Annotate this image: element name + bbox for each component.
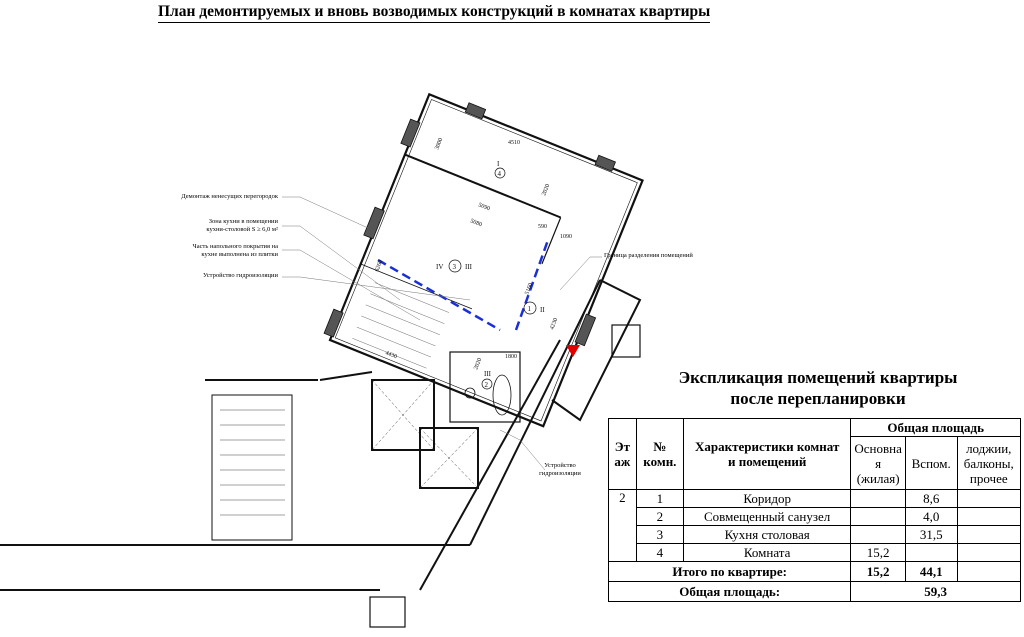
room-mark-right: III xyxy=(465,263,472,271)
dim-label: 4230 xyxy=(549,317,560,331)
building-walls xyxy=(0,280,640,627)
annotation-waterproof-left: Устройство гидроизоляции xyxy=(202,272,278,279)
dim-label: 590 xyxy=(538,224,547,230)
row-other xyxy=(957,526,1020,544)
explication-table xyxy=(608,418,1021,602)
room-mark-left: III xyxy=(484,370,491,378)
table-row xyxy=(609,490,1021,508)
row-other xyxy=(957,508,1020,526)
page-title: План демонтируемых и вновь возводимых конструкций в комнатах квартиры xyxy=(158,3,710,23)
row-num: 2 xyxy=(636,508,683,526)
room-mark-number: 4 xyxy=(497,170,501,178)
total-aux: 44,1 xyxy=(905,562,957,582)
annotation-boundary: Граница разделения помещений xyxy=(604,252,693,259)
grand-total-row xyxy=(609,582,1021,602)
row-other xyxy=(957,544,1020,562)
room-mark-1 xyxy=(524,302,545,314)
header-num: № комн. xyxy=(636,419,683,490)
dim-label: 4430 xyxy=(384,350,398,361)
row-aux: 8,6 xyxy=(905,490,957,508)
row-num: 1 xyxy=(636,490,683,508)
explication-title xyxy=(620,367,1016,409)
header-floor: Эт аж xyxy=(609,419,637,490)
room-mark-2 xyxy=(482,370,492,389)
room-mark-number: 2 xyxy=(484,381,488,389)
header-other: лоджии, балконы, прочее xyxy=(957,437,1020,490)
room-mark-4 xyxy=(495,160,505,178)
grand-value: 59,3 xyxy=(851,582,1021,602)
dim-label: 2020 xyxy=(541,183,552,197)
dim-label: 5160 xyxy=(524,282,535,296)
row-other xyxy=(957,490,1020,508)
row-main xyxy=(851,490,906,508)
row-main: 15,2 xyxy=(851,544,906,562)
annotation-line: гидроизоляции xyxy=(539,470,581,477)
header-main: Основна я (жилая) xyxy=(851,437,906,490)
row-aux xyxy=(905,544,957,562)
floor-cell: 2 xyxy=(609,490,637,562)
section-marker-icon xyxy=(566,345,580,357)
total-main: 15,2 xyxy=(851,562,906,582)
total-other xyxy=(957,562,1020,582)
row-main xyxy=(851,526,906,544)
annotation-demolition: Демонтаж ненесущих перегородок xyxy=(181,193,278,200)
header-total-area: Общая площадь xyxy=(851,419,1021,437)
stair-treads xyxy=(220,410,285,515)
dim-label: 5090 xyxy=(477,202,491,213)
table-header-row xyxy=(609,419,1021,437)
row-name: Комната xyxy=(684,544,851,562)
explication-title-line1: Экспликация помещений квартиры xyxy=(678,368,958,387)
room-mark-level: I xyxy=(497,160,500,168)
row-name: Коридор xyxy=(684,490,851,508)
room-mark-number: 3 xyxy=(452,263,456,271)
room-mark-right: II xyxy=(540,306,545,314)
room-mark-left: IV xyxy=(436,263,444,271)
new-partition xyxy=(378,240,548,330)
dim-label: 4510 xyxy=(508,140,520,146)
dim-label: 3000 xyxy=(434,137,445,151)
row-main xyxy=(851,508,906,526)
dim-label: 2020 xyxy=(473,357,484,371)
annotation-line: Часть напольного покрытия на xyxy=(192,243,278,250)
annotation-kitchen-zone xyxy=(140,218,278,234)
dim-label: 6260 xyxy=(374,259,385,273)
header-aux: Вспом. xyxy=(905,437,957,490)
annotation-waterproof-right xyxy=(520,462,600,478)
row-num: 3 xyxy=(636,526,683,544)
table-row xyxy=(609,544,1021,562)
room-mark-3 xyxy=(436,260,473,272)
header-desc: Характеристики комнат и помещений xyxy=(684,419,851,490)
annotation-line: Устройство xyxy=(544,462,576,469)
row-aux: 31,5 xyxy=(905,526,957,544)
table-row xyxy=(609,508,1021,526)
service-block xyxy=(372,352,520,488)
row-num: 4 xyxy=(636,544,683,562)
grand-label: Общая площадь: xyxy=(609,582,851,602)
table-row xyxy=(609,526,1021,544)
explication-title-line2: после перепланировки xyxy=(730,389,906,408)
room-mark-number: 1 xyxy=(527,305,531,313)
dimension-labels xyxy=(374,137,572,370)
row-aux: 4,0 xyxy=(905,508,957,526)
annotation-line: кухне выполнена из плитки xyxy=(201,251,278,258)
dim-label: 5080 xyxy=(469,218,483,229)
total-row xyxy=(609,562,1021,582)
annotation-line: Зона кухни в помещении xyxy=(208,218,278,225)
total-label: Итого по квартире: xyxy=(609,562,851,582)
annotation-line: кухни-столовой S ≥ 6,0 м² xyxy=(206,226,278,233)
dim-label: 1090 xyxy=(560,234,572,240)
row-name: Кухня столовая xyxy=(684,526,851,544)
row-name: Совмещенный санузел xyxy=(684,508,851,526)
annotation-floor-part xyxy=(140,243,278,259)
dim-label: 1800 xyxy=(505,354,517,360)
